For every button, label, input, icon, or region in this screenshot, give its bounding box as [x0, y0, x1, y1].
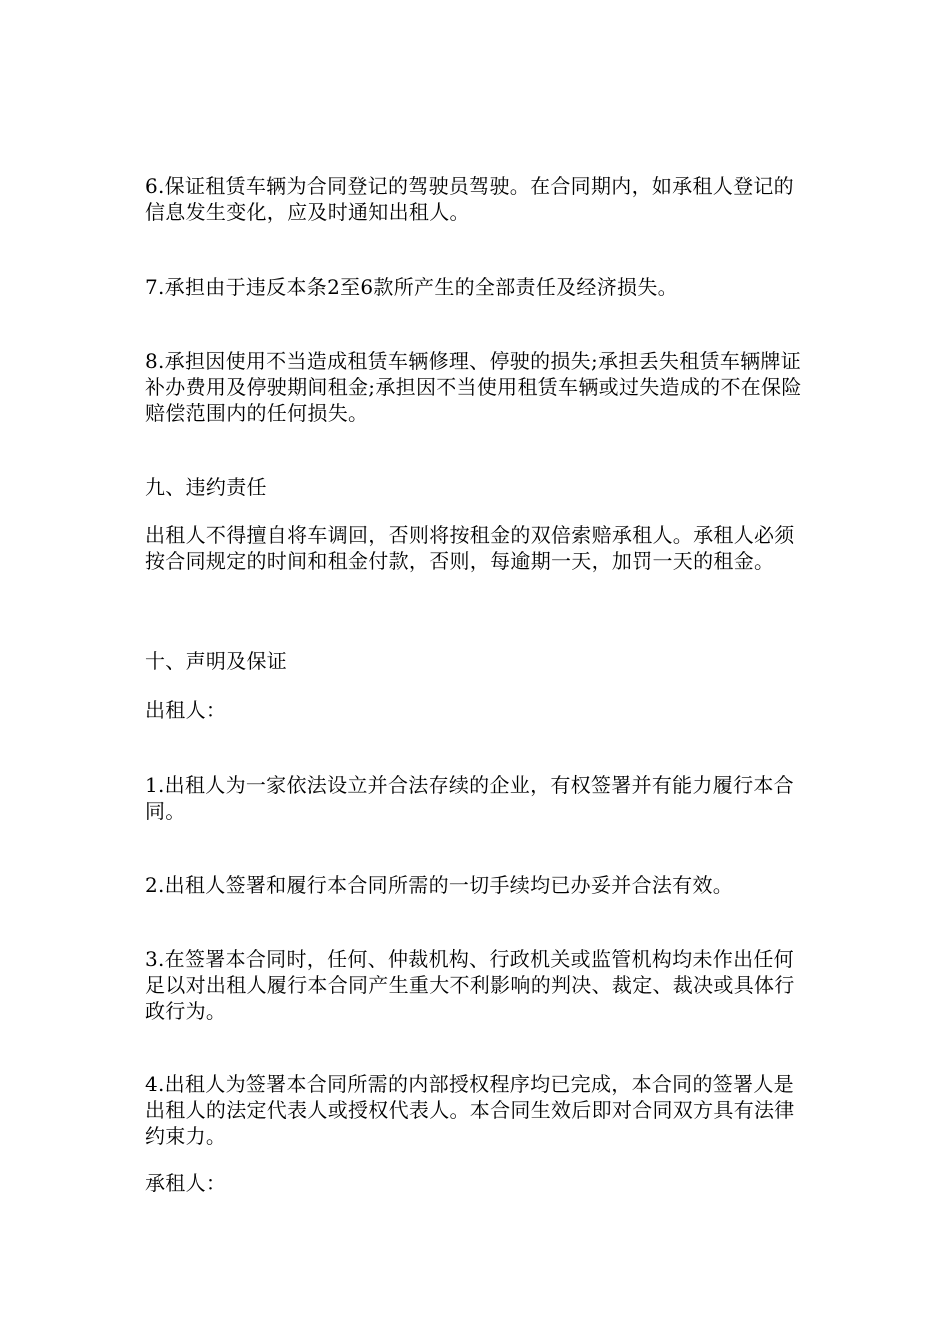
clause-6-paragraph: 6.保证租赁车辆为合同登记的驾驶员驾驶。在合同期内，如承租人登记的信息发生变化，应及时通知出租人。 [145, 174, 794, 224]
lessor-statement-4: 4.出租人为签署本合同所需的内部授权程序均已完成，本合同的签署人是出租人的法定代表人或授权代表人。本合同生效后即对合同双方具有法律约束力。 [145, 1072, 795, 1148]
breach-liability-paragraph: 出租人不得擅自将车调回，否则将按租金的双倍索赔承租人。承租人必须按合同规定的时间和租金付款，否则，每逾期一天，加罚一天的租金。 [145, 523, 795, 573]
lessor-statement-2: 2.出租人签署和履行本合同所需的一切手续均已办妥并合法有效。 [145, 873, 734, 897]
lessor-statement-3: 3.在签署本合同时，任何、仲裁机构、行政机关或监管机构均未作出任何足以对出租人履行本合同产生重大不利影响的判决、裁定、裁决或具体行政行为。 [145, 947, 795, 1023]
clause-7-paragraph: 7.承担由于违反本条2至6款所产生的全部责任及经济损失。 [145, 275, 678, 299]
lessor-label: 出租人： [145, 698, 227, 722]
lessee-label: 承租人： [145, 1171, 227, 1195]
section-9-heading: 九、违约责任 [145, 475, 267, 499]
section-10-heading: 十、声明及保证 [145, 649, 288, 673]
clause-8-paragraph: 8.承担因使用不当造成租赁车辆修理、停驶的损失;承担丢失租赁车辆牌证补办费用及停驶期间租金;承担因不当使用租赁车辆或过失造成的不在保险赔偿范围内的任何损失。 [145, 349, 802, 425]
lessor-statement-1: 1.出租人为一家依法设立并合法存续的企业，有权签署并有能力履行本合同。 [145, 773, 794, 823]
